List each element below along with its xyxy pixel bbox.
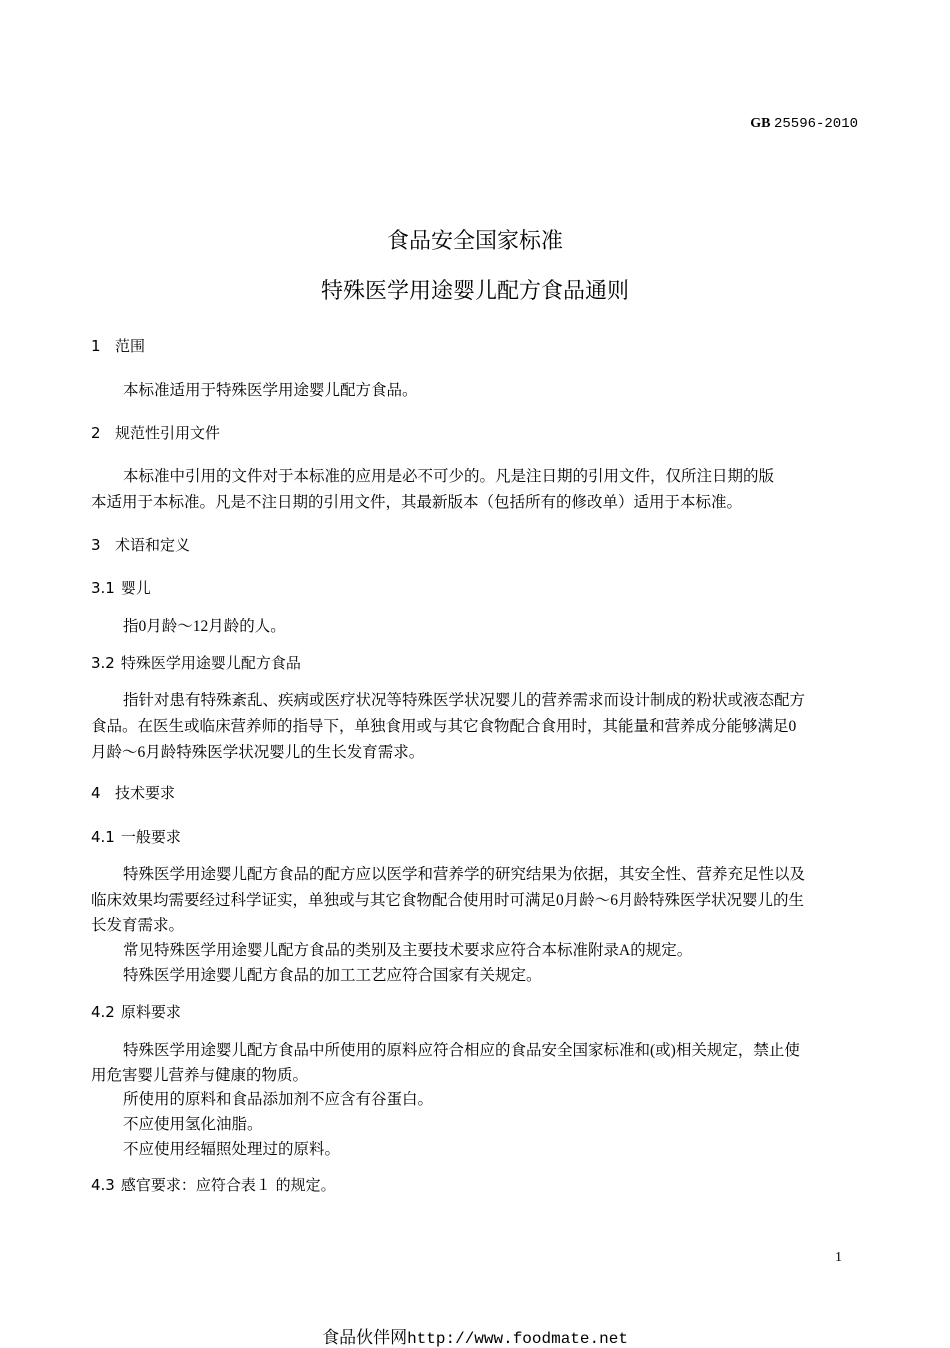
section-4-heading <box>91 782 175 803</box>
section-title: 婴儿 <box>120 579 151 597</box>
section-4-1-paragraph-3: 特殊医学用途婴儿配方食品的加工工艺应符合国家有关规定。 <box>123 967 542 984</box>
standard-code <box>750 116 858 132</box>
section-4-3-heading <box>91 1174 336 1195</box>
page-number: 1 <box>835 1250 842 1265</box>
document-title-line2: 特殊医学用途婴儿配方食品通则 <box>320 279 629 304</box>
section-3-1-heading <box>91 577 151 598</box>
section-3-2-paragraph-line1: 指针对患有特殊紊乱、疾病或医疗状况等特殊医学状况婴儿的营养需求而设计制成的粉状或液态配方 <box>123 692 806 709</box>
section-4-1-paragraph-line3: 长发育需求。 <box>91 917 185 934</box>
section-1-heading <box>91 335 145 356</box>
standard-prefix: GB <box>750 116 771 131</box>
section-title: 原料要求 <box>120 1003 181 1021</box>
section-number: 2 <box>91 424 101 442</box>
section-2-paragraph-line1: 本标准中引用的文件对于本标准的应用是必不可少的。凡是注日期的引用文件，仅所注日期的版 <box>123 468 775 485</box>
section-number: 4.3 <box>91 1176 115 1194</box>
section-number: 4.2 <box>91 1003 115 1021</box>
section-4-2-paragraph-4: 不应使用经辐照处理过的原料。 <box>123 1141 341 1158</box>
section-2-paragraph-line2: 本适用于本标准。凡是不注日期的引用文件，其最新版本（包括所有的修改单）适用于本标准。 <box>91 494 743 511</box>
standard-number: 25596-2010 <box>773 116 858 132</box>
section-number: 4.1 <box>91 828 115 846</box>
section-3-1-paragraph: 指0月龄～12月龄的人。 <box>123 618 286 635</box>
section-2-heading <box>91 422 220 443</box>
section-4-2-paragraph-line1: 特殊医学用途婴儿配方食品中所使用的原料应符合相应的食品安全国家标准和(或)相关规定，禁止使 <box>123 1042 800 1059</box>
section-4-2-paragraph-line2: 用危害婴儿营养与健康的物质。 <box>91 1067 309 1084</box>
section-3-2-paragraph-line3: 月龄～6月龄特殊医学状况婴儿的生长发育需求。 <box>91 744 425 761</box>
document-title-line1: 食品安全国家标准 <box>386 229 563 254</box>
section-3-2-heading <box>91 652 301 673</box>
section-number: 3.1 <box>91 579 115 597</box>
section-title: 术语和定义 <box>115 536 191 554</box>
section-4-1-paragraph-line1: 特殊医学用途婴儿配方食品的配方应以医学和营养学的研究结果为依据，其安全性、营养充足性以及 <box>123 866 806 883</box>
section-4-2-paragraph-2: 所使用的原料和食品添加剂不应含有谷蛋白。 <box>123 1091 434 1108</box>
section-title: 范围 <box>115 337 146 355</box>
section-3-2-paragraph-line2: 食品。在医生或临床营养师的指导下，单独食用或与其它食物配合食用时，其能量和营养成分能够满足0 <box>91 718 797 735</box>
section-number: 1 <box>91 337 101 355</box>
section-number: 3 <box>91 536 101 554</box>
footer-site-name: 食品伙伴网 <box>322 1328 408 1347</box>
section-3-heading <box>91 534 190 555</box>
section-4-1-paragraph-line2: 临床效果均需要经过科学证实，单独或与其它食物配合使用时可满足0月龄～6月龄特殊医学状况婴儿的生 <box>91 892 805 909</box>
footer-url[interactable]: http://www.foodmate.net <box>407 1330 628 1348</box>
section-4-2-paragraph-3: 不应使用氢化油脂。 <box>123 1116 263 1133</box>
section-4-1-paragraph-2: 常见特殊医学用途婴儿配方食品的类别及主要技术要求应符合本标准附录A的规定。 <box>123 942 693 959</box>
section-4-1-heading <box>91 826 181 847</box>
section-title: 一般要求 <box>120 828 181 846</box>
section-title: 感官要求：应符合表１ 的规定。 <box>120 1176 336 1194</box>
section-number: 4 <box>91 784 101 802</box>
section-title: 特殊医学用途婴儿配方食品 <box>120 654 301 672</box>
section-title: 规范性引用文件 <box>115 424 221 442</box>
footer-watermark <box>0 1323 950 1348</box>
section-title: 技术要求 <box>115 784 176 802</box>
section-number: 3.2 <box>91 654 115 672</box>
section-1-paragraph: 本标准适用于特殊医学用途婴儿配方食品。 <box>123 382 418 399</box>
section-4-2-heading <box>91 1001 181 1022</box>
